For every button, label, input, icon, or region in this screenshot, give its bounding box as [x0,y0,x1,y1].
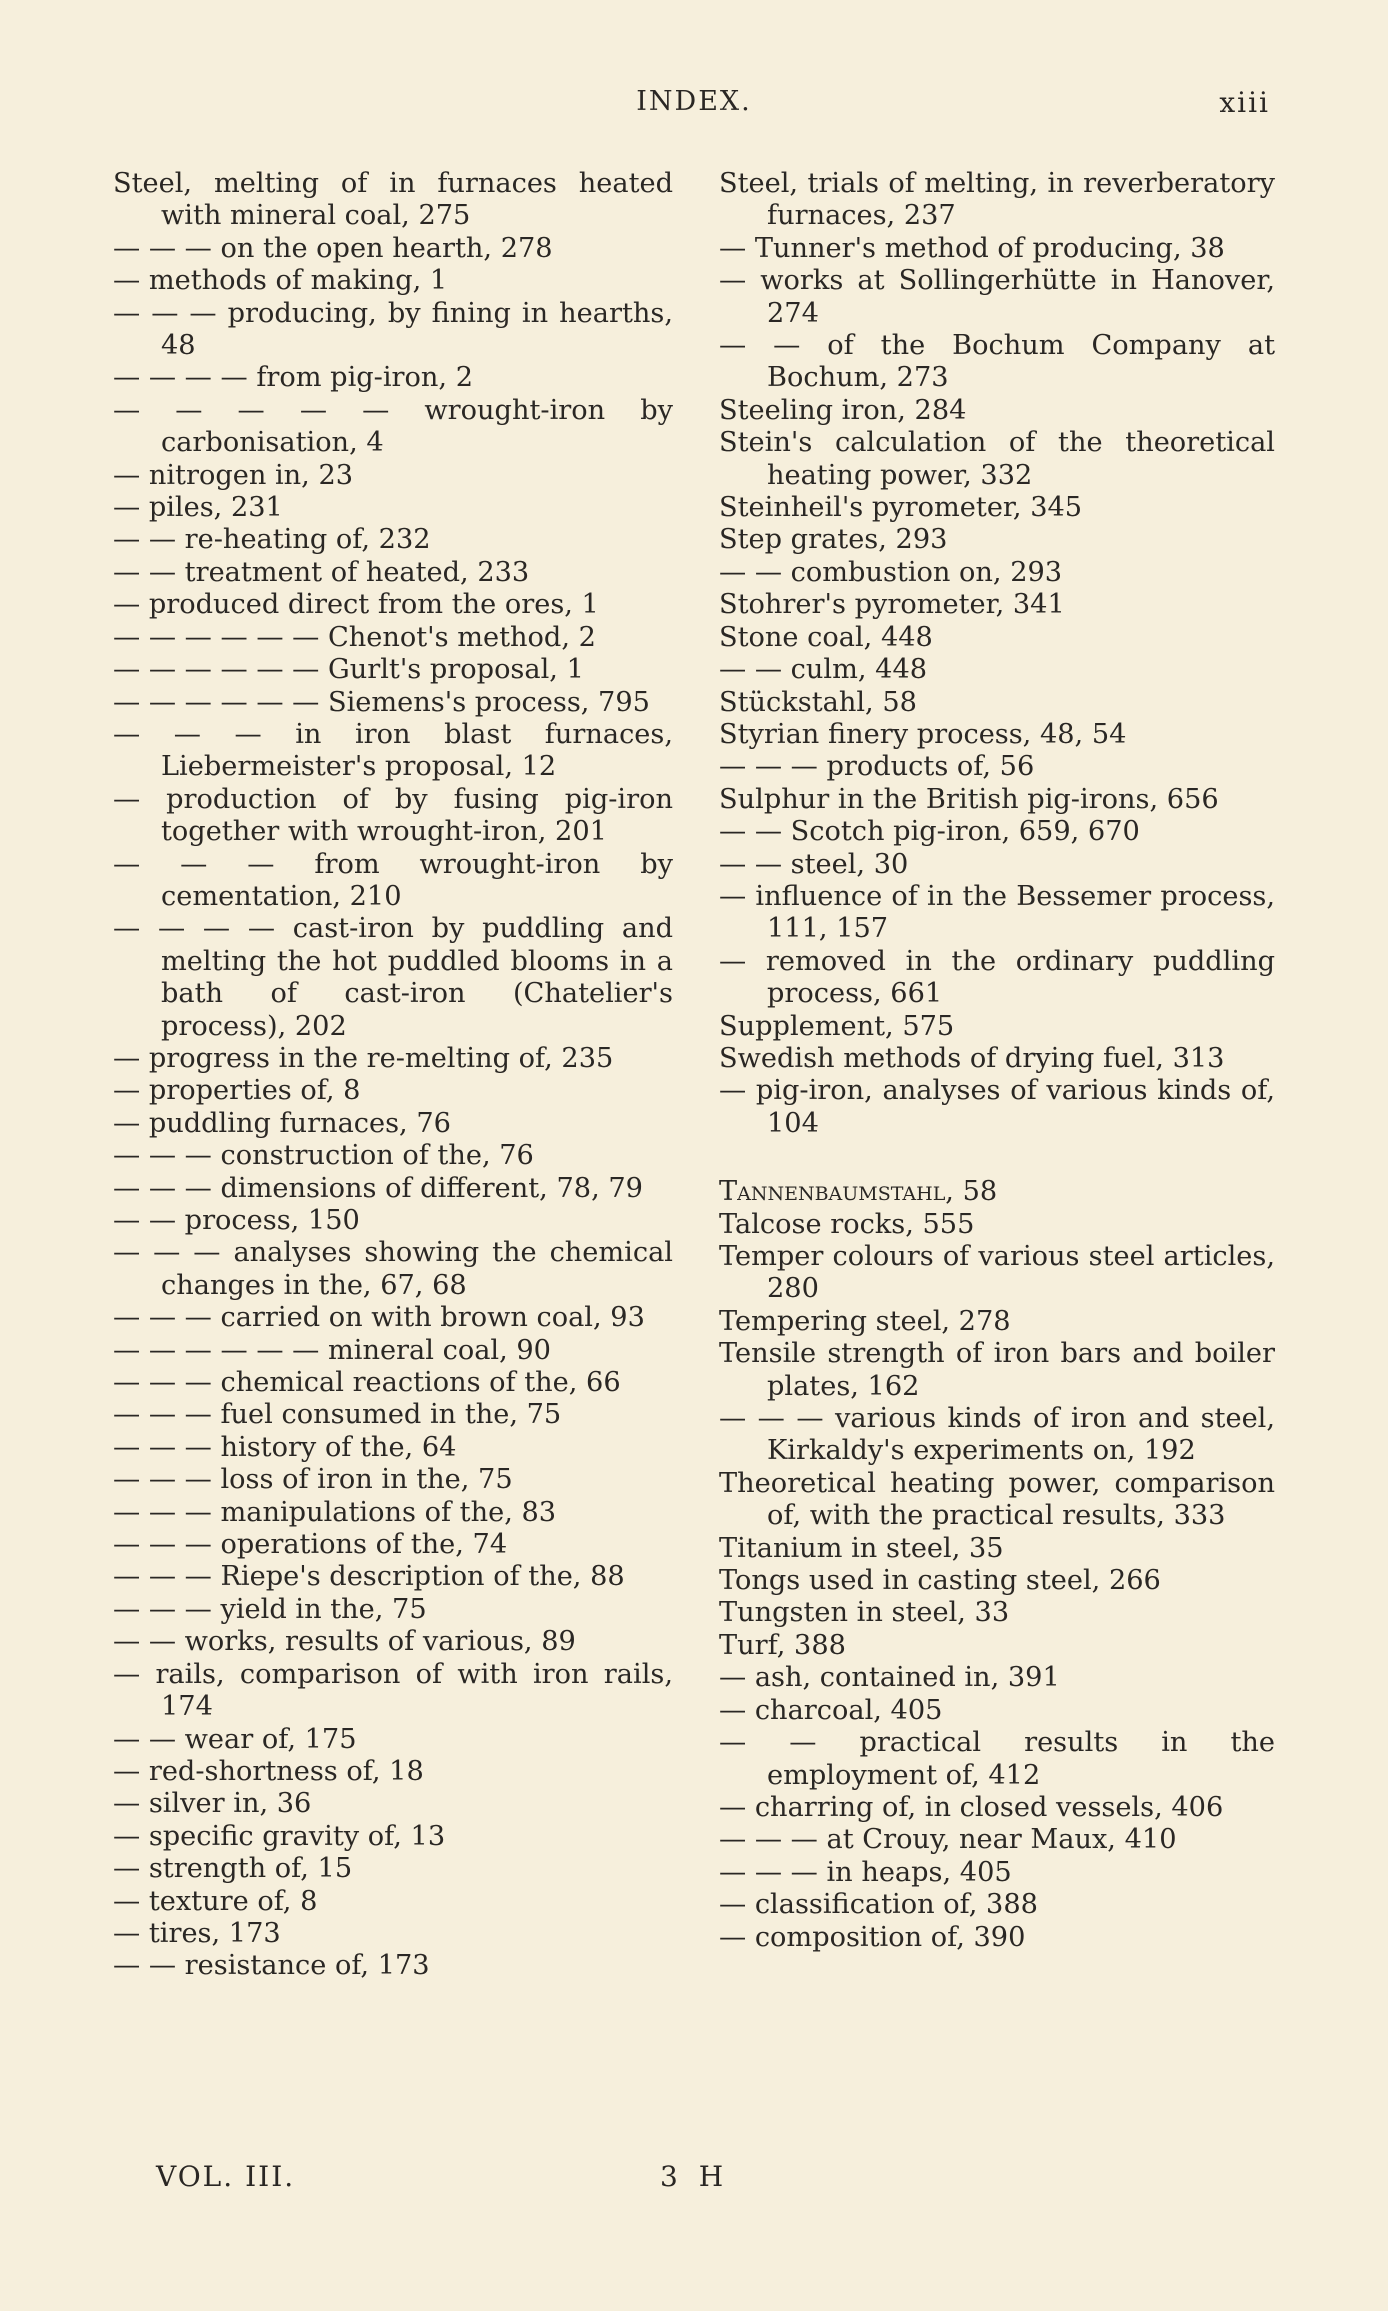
index-entry: — — combustion on, 293 [719,556,1063,588]
index-entry: — ash, contained in, 391 [719,1662,1060,1694]
page-footer [0,2160,1388,2204]
index-entry: — — — dimensions of different, 78, 79 [113,1172,643,1204]
index-entry: — composition of, 390 [719,1921,1026,1953]
index-entry: Tensile strength of iron bars and boiler plates, 162 [719,1338,1275,1402]
index-entry: — specific gravity of, 13 [113,1820,446,1852]
index-entry: — works at Sollingerhütte in Hanover, 274 [719,265,1275,329]
index-entry: — — — fuel consumed in the, 75 [113,1399,562,1431]
index-entry: Steel, trials of melting, in reverberatory furnaces, 237 [719,168,1275,232]
index-entry: — tires, 173 [113,1917,281,1949]
index-entry: — — of the Bochum Company at Bochum, 273 [719,330,1275,394]
index-entry: — strength of, 15 [113,1853,353,1885]
index-entry: — — — operations of the, 74 [113,1529,508,1561]
index-entry: — methods of making, 1 [113,265,448,297]
index-entry: Supplement, 575 [719,1010,955,1042]
index-entry: — piles, 231 [113,492,283,524]
index-entry: — puddling furnaces, 76 [113,1107,451,1139]
index-entry: — — — analyses showing the chemical changes in the, 67, 68 [113,1237,673,1301]
index-entry: Tungsten in steel, 33 [719,1597,1010,1629]
index-entry: — — — various kinds of iron and steel, Kirkaldy's experiments on, 192 [719,1403,1275,1467]
index-entry: Stohrer's pyrometer, 341 [719,589,1065,621]
index-entry: Temper colours of various steel articles, 280 [719,1241,1275,1305]
index-entry: — — — — — — mineral coal, 90 [113,1334,551,1366]
index-entry: — — — construction of the, 76 [113,1140,534,1172]
index-entry: — — Scotch pig-iron, 659, 670 [719,816,1140,848]
index-entry: — — — history of the, 64 [113,1431,457,1463]
index-entry: — properties of, 8 [113,1075,361,1107]
index-entry: — — works, results of various, 89 [113,1626,576,1658]
index-entry: — — — — — — Gurlt's proposal, 1 [113,654,584,686]
running-title: INDEX. [636,86,752,117]
index-entry: — influence of in the Bessemer process, 111, 157 [719,880,1275,945]
index-entry: Stein's calculation of the theoretical heating power, 332 [719,427,1275,491]
index-entry: Step grates, 293 [719,524,948,556]
index-entry: — charring of, in closed vessels, 406 [719,1791,1224,1823]
index-entry: — — — chemical reactions of the, 66 [113,1367,621,1399]
index-entry: — — — producing, by fining in hearths, 48 [113,297,673,362]
index-entry: Steinheil's pyrometer, 345 [719,492,1083,524]
index-entry: Styrian finery process, 48, 54 [719,718,1127,750]
index-entry: — removed in the ordinary puddling process, 661 [719,945,1275,1010]
index-entry: — — — from wrought-iron by cementation, 210 [113,848,673,912]
index-entry: Turf, 388 [719,1629,846,1661]
index-entry: Stone coal, 448 [719,621,933,653]
index-entry: — — — — — — Siemens's process, 795 [113,686,650,718]
index-entry: — — — in iron blast furnaces, Liebermeister's proposal, 12 [113,718,673,783]
index-entry: — — re-heating of, 232 [113,524,431,556]
index-entry: — — steel, 30 [719,848,909,880]
index-entry: — — — — — wrought-iron by carbonisation, 4 [113,394,673,459]
index-entry: Sulphur in the British pig-irons, 656 [719,783,1219,815]
index-entry: — — — in heaps, 405 [719,1856,1012,1888]
index-column-right [719,168,1275,1954]
index-entry: Talcose rocks, 555 [719,1208,975,1240]
index-entry: — — wear of, 175 [113,1723,357,1755]
index-entry: — — — — — — Chenot's method, 2 [113,621,596,653]
index-entry: — rails, comparison of with iron rails, 174 [113,1658,673,1723]
index-column-left [113,168,673,1983]
index-entry: — — — on the open hearth, 278 [113,232,553,264]
index-entry: — — — manipulations of the, 83 [113,1496,557,1528]
index-entry: — — — carried on with brown coal, 93 [113,1302,645,1334]
signature-mark: 3 H [660,2160,730,2193]
index-entry: — — — yield in the, 75 [113,1593,427,1625]
index-entry: — red-shortness of, 18 [113,1755,424,1787]
index-entry: — nitrogen in, 23 [113,459,354,491]
index-entry: — — culm, 448 [719,654,928,686]
index-entry: Steeling iron, 284 [719,394,967,426]
index-entry: — — — — cast-iron by puddling and melting the hot puddled blooms in a bath of cast-iron (Chatelier's process), 202 [113,913,673,1042]
index-entry: Tempering steel, 278 [719,1305,1011,1337]
index-entry: Theoretical heating power, comparison of, with the practical results, 333 [719,1467,1275,1532]
index-entry: — — treatment of heated, 233 [113,556,530,588]
index-entry: — production of by fusing pig-iron together with wrought-iron, 201 [113,783,673,848]
index-entry: Tannenbaumstahl, 58 [719,1176,998,1208]
index-entry: Steel, melting of in furnaces heated with mineral coal, 275 [113,168,673,232]
index-entry: — produced direct from the ores, 1 [113,589,599,621]
index-entry: — texture of, 8 [113,1885,318,1917]
index-entry: — Tunner's method of producing, 38 [719,232,1225,264]
index-entry: — silver in, 36 [113,1788,312,1820]
index-entry: — — — Riepe's description of the, 88 [113,1561,625,1593]
index-entry: — — — at Crouy, near Maux, 410 [719,1824,1177,1856]
page-number: xiii [1219,86,1270,119]
index-entry: Stückstahl, 58 [719,686,917,718]
index-entry: — classification of, 388 [719,1889,1038,1921]
index-entry: — progress in the re-melting of, 235 [113,1042,614,1074]
index-entry: — pig-iron, analyses of various kinds of, 104 [719,1075,1275,1139]
page-header [0,86,1388,130]
index-entry: — — process, 150 [113,1205,360,1236]
index-entry: — — — loss of iron in the, 75 [113,1464,513,1496]
index-entry: Swedish methods of drying fuel, 313 [719,1042,1225,1074]
volume-label: VOL. III. [156,2160,296,2193]
index-entry: Titanium in steel, 35 [719,1532,1004,1564]
index-entry: — charcoal, 405 [719,1694,943,1726]
index-entry: — — — — from pig-iron, 2 [113,362,474,394]
index-entry: — — resistance of, 173 [113,1950,430,1982]
index-entry: — — — products of, 56 [719,751,1035,783]
index-entry: Tongs used in casting steel, 266 [719,1565,1161,1597]
index-entry: — — practical results in the employment of, 412 [719,1727,1275,1791]
